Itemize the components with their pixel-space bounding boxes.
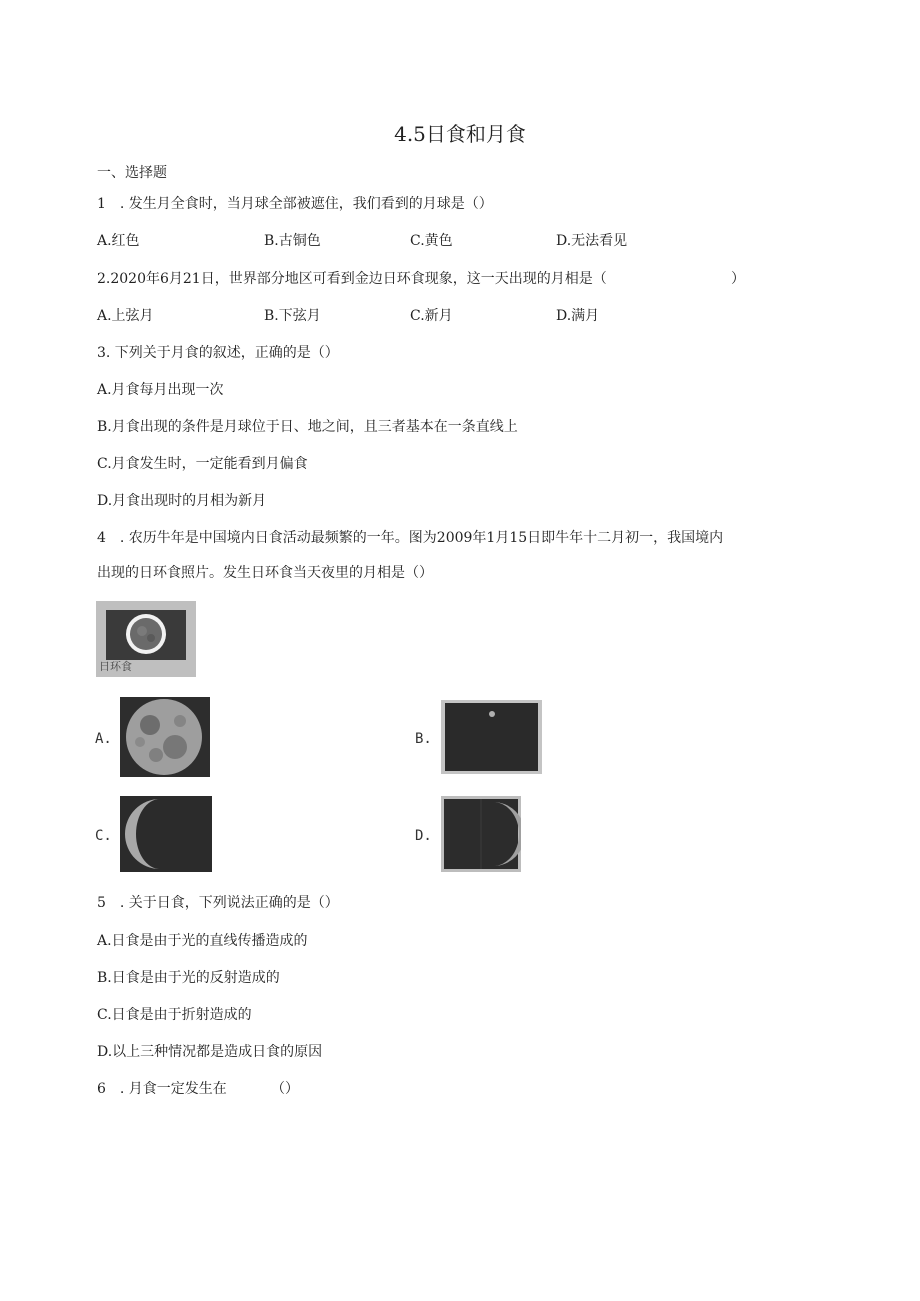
page-title: 4.5日食和月食: [394, 122, 526, 146]
question-2-stem: 2.2020年6月21日，世界部分地区可看到金边日环食现象，这一天出现的月相是（: [97, 271, 607, 287]
q2-option-b: B.下弦月: [264, 308, 321, 324]
photo-caption: 日环食: [99, 660, 132, 673]
question-5-stem: 5 . 关于日食，下列说法正确的是（）: [97, 895, 339, 911]
q4-option-c-label: C.: [95, 828, 112, 844]
q5-option-d: D.以上三种情况都是造成日食的原因: [97, 1044, 323, 1060]
q1-option-b: B.古铜色: [264, 233, 321, 249]
annular-eclipse-photo: [96, 601, 196, 677]
question-3-stem: 3. 下列关于月食的叙述，正确的是（）: [97, 345, 339, 361]
question-4-stem-line1: 4 . 农历牛年是中国境内日食活动最频繁的一年。图为2009年1月15日即牛年十二月初一，我国境内: [97, 530, 724, 546]
q5-option-b: B.日食是由于光的反射造成的: [97, 970, 280, 986]
section-heading: 一、选择题: [97, 165, 167, 181]
q4-option-d-moon-image: [441, 796, 521, 872]
q4-option-a-label: A.: [95, 731, 112, 747]
q5-option-a: A.日食是由于光的直线传播造成的: [97, 933, 308, 949]
q1-option-c: C.黄色: [410, 233, 453, 249]
q2-option-d: D.满月: [556, 308, 600, 324]
q3-option-a: A.月食每月出现一次: [97, 382, 224, 398]
q2-option-a: A.上弦月: [97, 308, 154, 324]
q4-option-d-label: D.: [415, 828, 432, 844]
question-4-stem-line2: 出现的日环食照片。发生日环食当天夜里的月相是（）: [97, 565, 433, 581]
q4-option-a-moon-image: [120, 697, 210, 777]
q1-option-d: D.无法看见: [556, 233, 628, 249]
q5-option-c: C.日食是由于折射造成的: [97, 1007, 252, 1023]
q3-option-b: B.月食出现的条件是月球位于日、地之间，且三者基本在一条直线上: [97, 419, 518, 435]
question-6-blank: （）: [271, 1081, 299, 1097]
q2-option-c: C.新月: [410, 308, 453, 324]
question-1-stem: 1 . 发生月全食时，当月球全部被遮住，我们看到的月球是（）: [97, 196, 493, 212]
q4-option-b-moon-image: [441, 700, 542, 774]
q3-option-d: D.月食出现时的月相为新月: [97, 493, 267, 509]
q4-option-c-moon-image: [120, 796, 212, 872]
q4-option-b-label: B.: [415, 731, 432, 747]
q3-option-c: C.月食发生时，一定能看到月偏食: [97, 456, 308, 472]
question-6-stem: 6 . 月食一定发生在: [97, 1081, 227, 1097]
question-2-stem-end: ）: [731, 271, 745, 287]
q1-option-a: A.红色: [97, 233, 140, 249]
